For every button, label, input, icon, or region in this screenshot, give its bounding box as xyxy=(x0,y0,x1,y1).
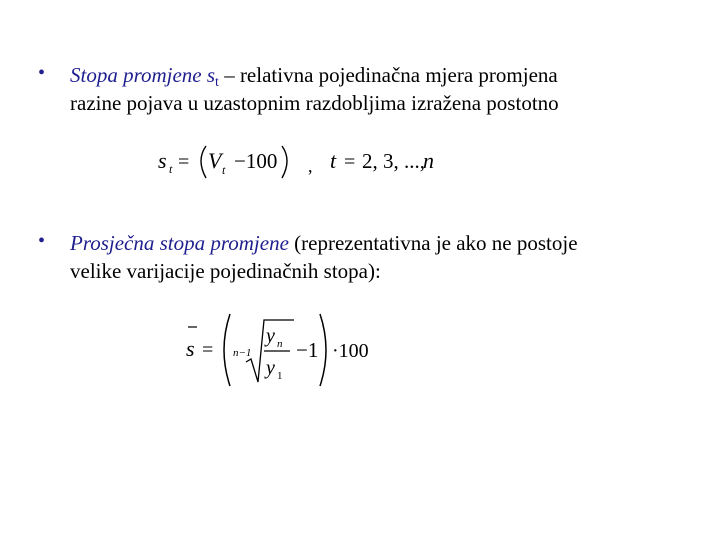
formula-1-minus-100: −100 xyxy=(234,149,278,173)
bullet-2-note: (reprezentativna je ako ne postoje xyxy=(288,231,578,255)
formula-2-left-paren xyxy=(224,314,230,386)
formula-2-right-paren xyxy=(320,314,326,386)
bullet-1-definition: – relativna pojedinačna mjera promjena xyxy=(218,63,558,87)
formula-1-comma: , xyxy=(308,156,313,176)
formula-1-range: 2, 3, ..., xyxy=(362,149,425,173)
formula-2-den-sub: 1 xyxy=(277,370,283,382)
bullet-2-line-2: velike varijacije pojedinačnih stopa): xyxy=(70,259,381,283)
formula-1-t: t xyxy=(330,148,337,173)
bullet-dot-icon: • xyxy=(38,230,46,252)
formula-1-n: n xyxy=(423,148,434,173)
formula-2-numerator: y xyxy=(266,325,275,347)
formula-1-t-eq: = xyxy=(344,151,356,173)
bullet-1-line-2: razine pojava u uzastopnim razdobljima izražena postotno xyxy=(70,91,559,115)
formula-1-s: s xyxy=(158,148,167,173)
formula-1-v-sub: t xyxy=(222,163,226,177)
term-prosjecna-stopa-promjene: Prosječna stopa promjene xyxy=(70,231,289,255)
formula-1-right-paren xyxy=(282,146,287,178)
formula-prosjecna-stopa xyxy=(180,310,400,390)
formula-2-root-index: n−1 xyxy=(233,347,252,359)
formula-1-s-sub: t xyxy=(169,162,173,176)
formula-1-left-paren xyxy=(201,146,206,178)
formula-1-v: V xyxy=(208,148,222,173)
formula-2-num-sub: n xyxy=(277,338,283,350)
formula-2-s-bar: s xyxy=(186,336,195,361)
formula-2-times-100: ·100 xyxy=(332,340,369,362)
formula-stopa-promjene xyxy=(158,140,458,184)
formula-2-minus-1: −1 xyxy=(296,338,319,362)
bullet-dot-icon: • xyxy=(38,62,46,84)
formula-2-denominator: y xyxy=(266,357,275,379)
bullet-2-line-1 xyxy=(70,229,578,257)
formula-2-eq: = xyxy=(202,339,214,361)
term-stopa-promjene: Stopa promjene $s_t$ xyxy=(70,63,219,90)
formula-1-eq: = xyxy=(178,151,190,173)
